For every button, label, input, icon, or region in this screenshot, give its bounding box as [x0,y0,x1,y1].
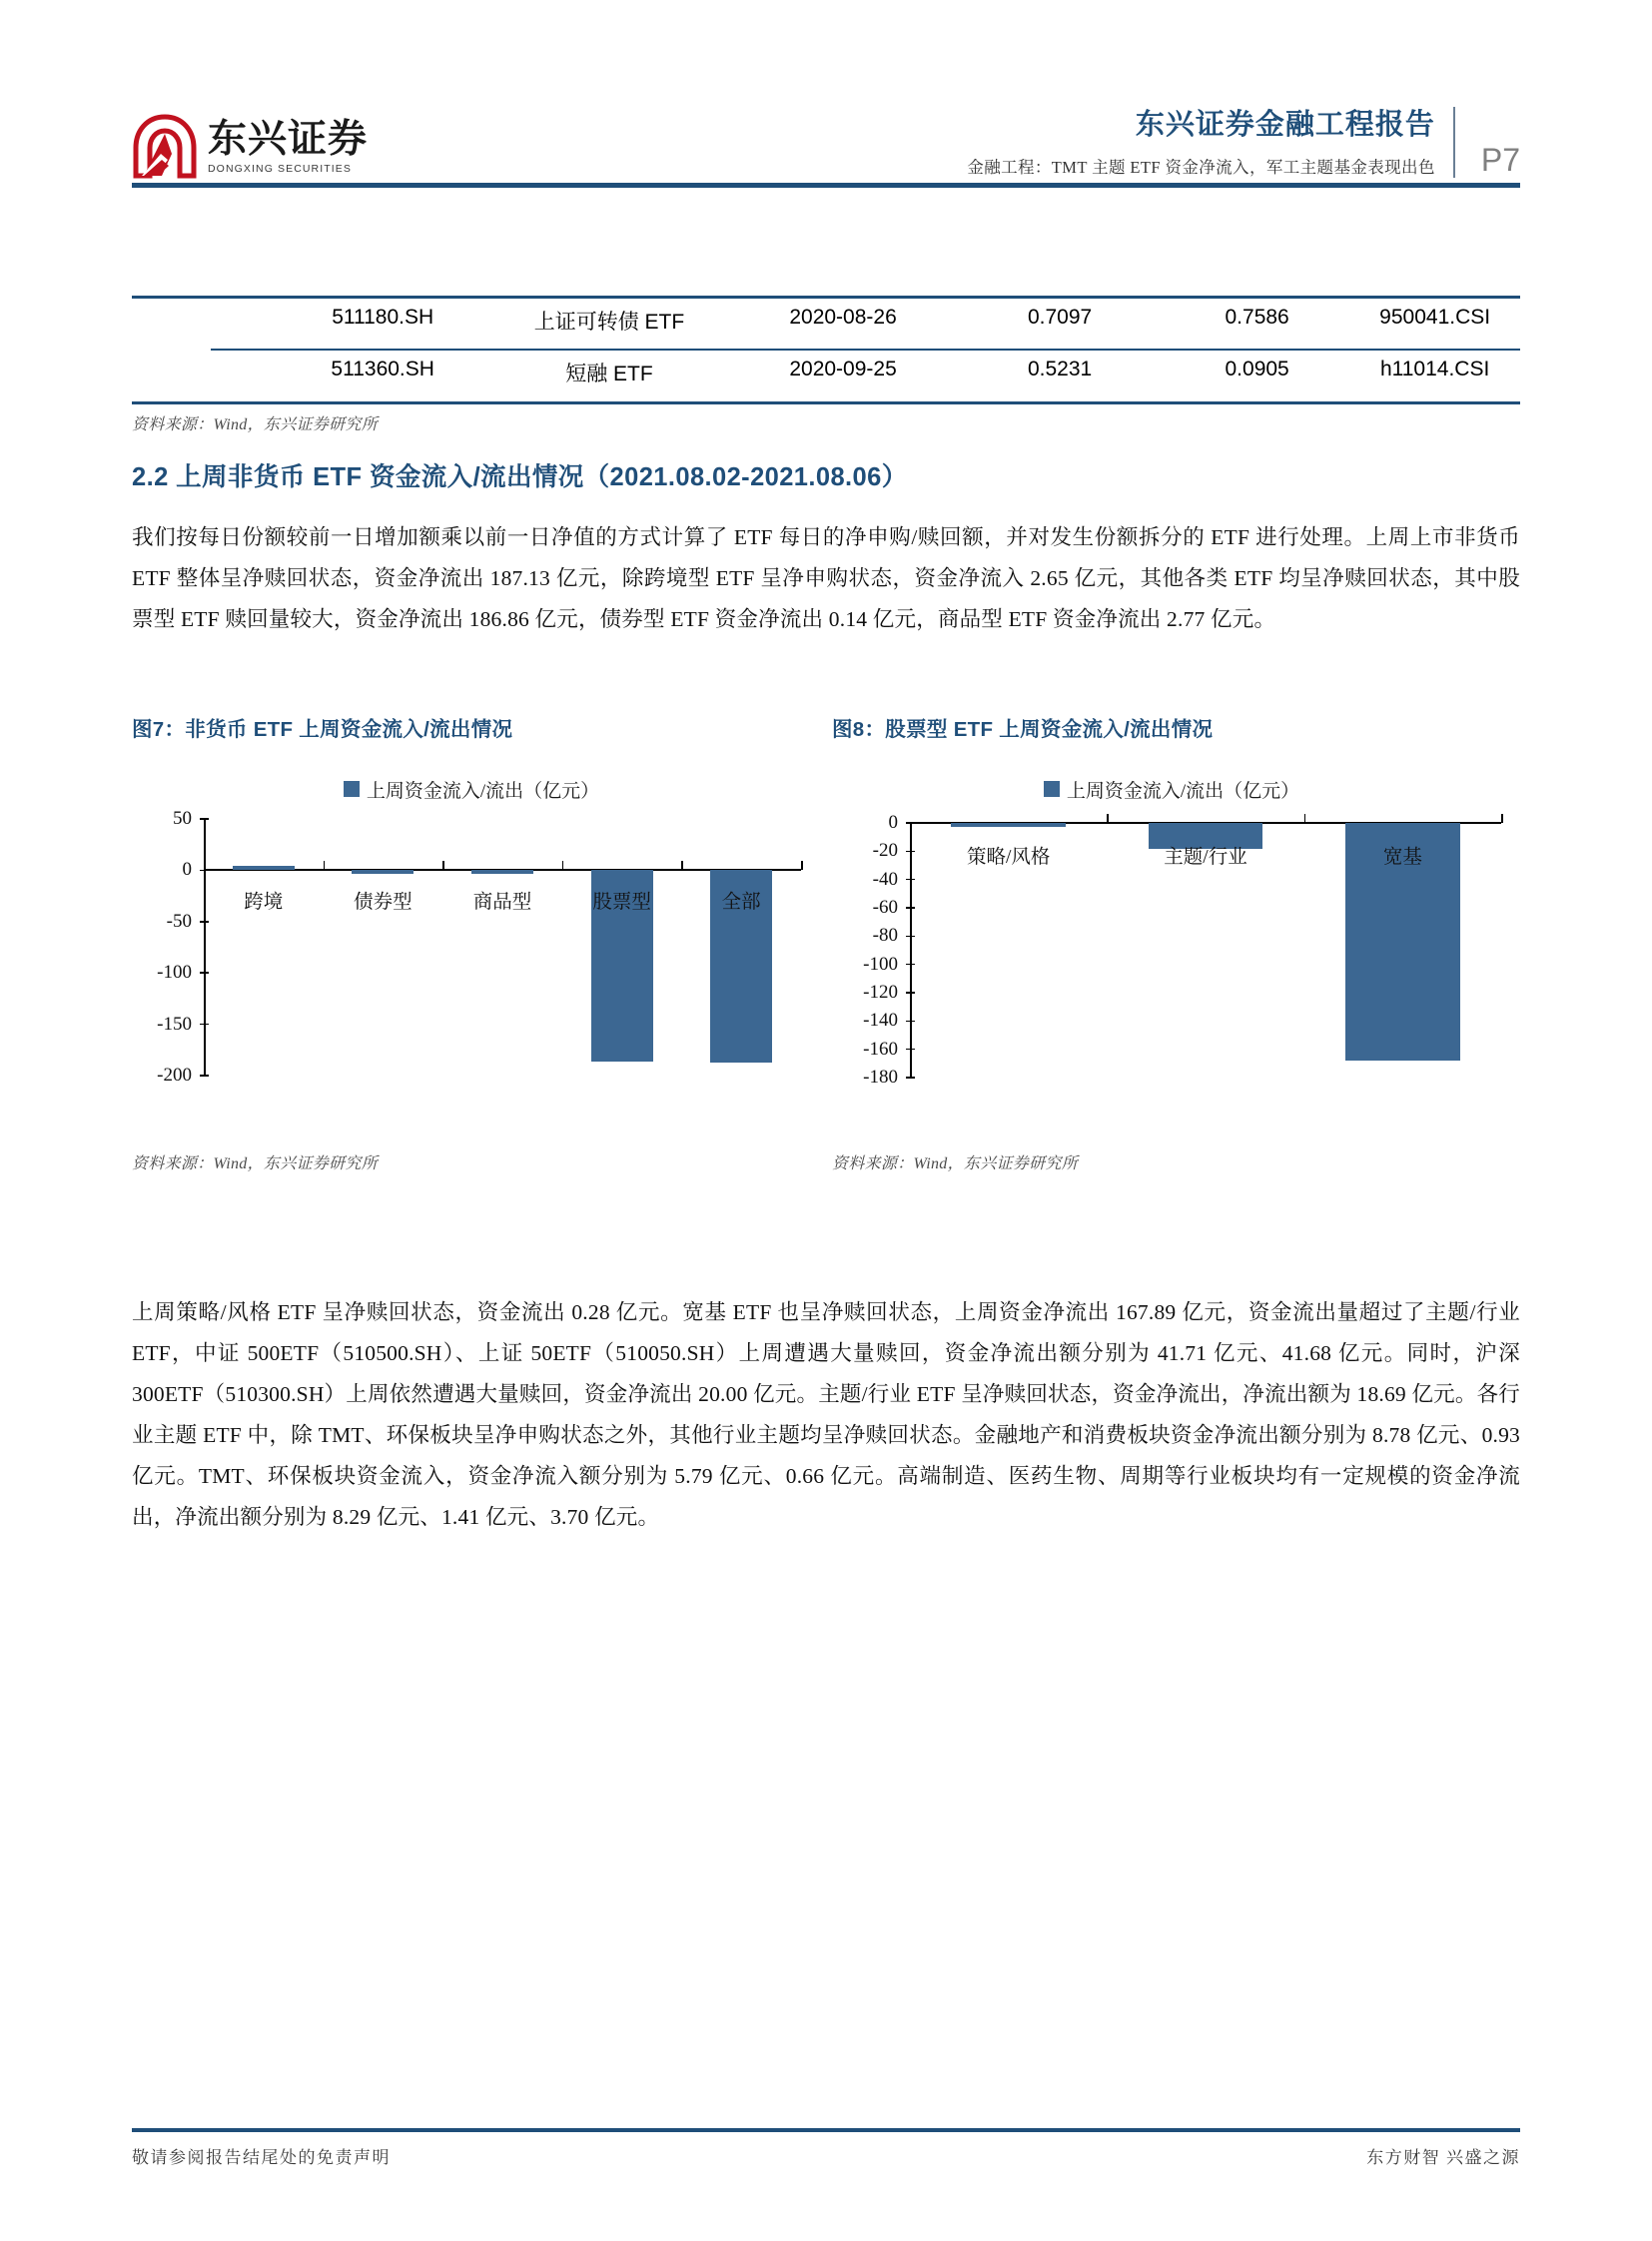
y-axis-tick [906,936,915,938]
y-axis-tick [906,992,915,994]
table-top-border [132,296,1520,299]
y-axis-tick-label: -100 [863,953,898,975]
x-axis-category-label: 策略/风格 [966,847,1051,868]
y-axis-tick-label: -100 [157,962,192,984]
cell-index-code: h11014.CSI [1379,358,1490,380]
header-divider [132,183,1520,188]
x-axis-category-label: 全部 [721,892,761,914]
legend-swatch-icon [344,781,360,797]
figure-7-source: 资料来源：Wind，东兴证券研究所 [132,1155,378,1172]
y-axis-tick-label: -60 [872,897,898,918]
bar [951,823,1065,827]
page-number: P7 [1480,142,1520,178]
cell-date: 2020-09-25 [789,358,897,380]
table-row-divider [211,349,1520,351]
y-axis-tick-label: -180 [863,1067,898,1088]
y-axis-tick-label: -40 [872,868,898,890]
cell-code: 511360.SH [331,358,434,380]
legend-swatch-icon [1044,781,1060,797]
y-axis-tick [200,1024,209,1026]
x-axis-category-label: 股票型 [592,892,651,914]
figure-7-title: 图7：非货币 ETF 上周资金流入/流出情况 [132,718,513,741]
figure-8-chart [832,769,1511,1109]
y-axis-tick-label: -150 [157,1013,192,1035]
chart-legend [132,769,811,809]
figure-8-title: 图8：股票型 ETF 上周资金流入/流出情况 [832,718,1214,741]
x-axis-tick [681,861,683,870]
y-axis-tick [906,1021,915,1023]
cell-value1: 0.7097 [1027,306,1093,329]
company-logo [132,114,368,180]
figure-7-chart [132,769,811,1109]
bar [352,870,413,874]
y-axis-tick [906,907,915,909]
section-heading: 2.2 上周非货币 ETF 资金流入/流出情况（2021.08.02-2021.08.06） [132,463,908,491]
y-axis-tick [200,1075,209,1077]
y-axis-tick [200,818,209,820]
figure-8-source: 资料来源：Wind，东兴证券研究所 [832,1155,1078,1172]
x-axis-tick [562,861,564,870]
footer-divider [132,2128,1520,2132]
x-axis-tick [801,861,803,870]
table-bottom-border [132,401,1520,404]
x-axis-category-label: 宽基 [1382,847,1422,868]
cell-value2: 0.0905 [1225,358,1289,380]
y-axis-line [204,819,206,1076]
y-axis-tick [906,1077,915,1079]
x-axis-tick [1501,814,1503,823]
page-header [132,92,1520,182]
table-source-note: 资料来源：Wind，东兴证券研究所 [132,416,378,433]
body-paragraph-2: 上周策略/风格 ETF 呈净赎回状态，资金流出 0.28 亿元。宽基 ETF 也呈净赎回状态，上周资金净流出 167.89 亿元，资金流出量超过了主题/行业 ETF，中证 500ETF（510500.SH）、上证 50ETF（510050.SH）上周遭遇大量赎回，资金净流出额分别为 41.71 亿元、41.68 亿元。同时，沪深 300ETF（510300.SH）上周依然遭遇大量赎回，资金净流出 20.00 亿元。主题/行业 ETF 呈净赎回状态，资金净流出，净流出额为 18.69 亿元。各行业主题 ETF 中，除 TMT、环保板块呈净申购状态之外，其他行业主题均呈净赎回状态。金融地产和消费板块资金净流出额分别为 8.78 亿元、0.93 亿元。TMT、环保板块资金流入，资金净流入额分别为 5.79 亿元、0.66 亿元。高端制造、医药生物、周期等行业板块均有一定规模的资金净流出，净流出额分别为 8.29 亿元、1.41 亿元、3.70 亿元。 [132,1300,1520,1529]
cell-date: 2020-08-26 [789,306,897,329]
cell-index-code: 950041.CSI [1379,306,1491,329]
dongxing-logo-icon [132,114,198,180]
chart-legend [832,769,1511,809]
table-row [132,358,1520,387]
cell-code: 511180.SH [332,306,434,329]
body-paragraph-1: 我们按每日份额较前一日增加额乘以前一日净值的方式计算了 ETF 每日的净申购/赎回额，并对发生份额拆分的 ETF 进行处理。上周上市非货币 ETF 整体呈净赎回状态，资金净流出 187.13 亿元，除跨境型 ETF 呈净申购状态，资金净流入 2.65 亿元，其他各类 ETF 均呈净赎回状态，其中股票型 ETF 赎回量较大，资金净流出 186.86 亿元，债券型 ETF 资金净流出 0.14 亿元，商品型 ETF 资金净流出 2.77 亿元。 [132,525,1520,631]
footer-disclaimer: 敬请参阅报告结尾处的免责声明 [132,2148,391,2167]
y-axis-tick-label: -20 [872,840,898,862]
y-axis-tick [200,972,209,974]
x-axis-tick [324,861,326,870]
y-axis-tick [906,1049,915,1051]
y-axis-tick-label: -80 [872,925,898,947]
bar [233,866,295,870]
y-axis-tick-label: -160 [863,1038,898,1060]
y-axis-tick-label: -200 [157,1065,192,1086]
report-subtitle: 金融工程：TMT 主题 ETF 资金净流入，军工主题基金表现出色 [967,158,1435,177]
y-axis-tick-label: 0 [182,859,192,881]
x-axis-tick [1107,814,1109,823]
y-axis-tick-label: -120 [863,982,898,1003]
y-axis-tick-label: -50 [166,910,192,932]
x-axis-category-label: 主题/行业 [1164,847,1247,868]
logo-name-cn: 东兴证券 [208,117,369,161]
y-axis-tick [906,964,915,966]
cell-value1: 0.5231 [1027,358,1093,380]
y-axis-tick-label: 0 [888,812,898,833]
x-axis-category-label: 商品型 [472,892,532,914]
x-axis-tick [442,861,444,870]
table-row [132,306,1520,336]
header-right-block [967,107,1520,178]
y-axis-tick-label: -140 [863,1010,898,1032]
report-title: 东兴证券金融工程报告 [1135,108,1435,141]
bar [471,870,533,874]
x-axis-category-label: 跨境 [244,892,284,914]
legend-label: 上周资金流入/流出（亿元） [1066,780,1300,802]
footer-slogan: 东方财智 兴盛之源 [1366,2148,1520,2167]
chart-plot-area [132,809,811,1094]
y-axis-tick-label: 50 [173,808,192,829]
chart-plot-area [832,809,1511,1094]
cell-value2: 0.7586 [1225,306,1289,329]
cell-name: 短融 ETF [565,363,653,385]
x-axis-tick [1304,814,1306,823]
x-axis-category-label: 债券型 [354,892,413,914]
y-axis-tick [200,921,209,923]
logo-wordmark [208,117,369,175]
header-title-group [967,107,1455,178]
y-axis-line [910,823,912,1078]
cell-name: 上证可转债 ETF [533,311,685,334]
y-axis-tick [906,879,915,881]
y-axis-tick [906,851,915,853]
legend-label: 上周资金流入/流出（亿元） [366,780,600,802]
logo-name-en: DONGXING SECURITIES [208,162,352,175]
